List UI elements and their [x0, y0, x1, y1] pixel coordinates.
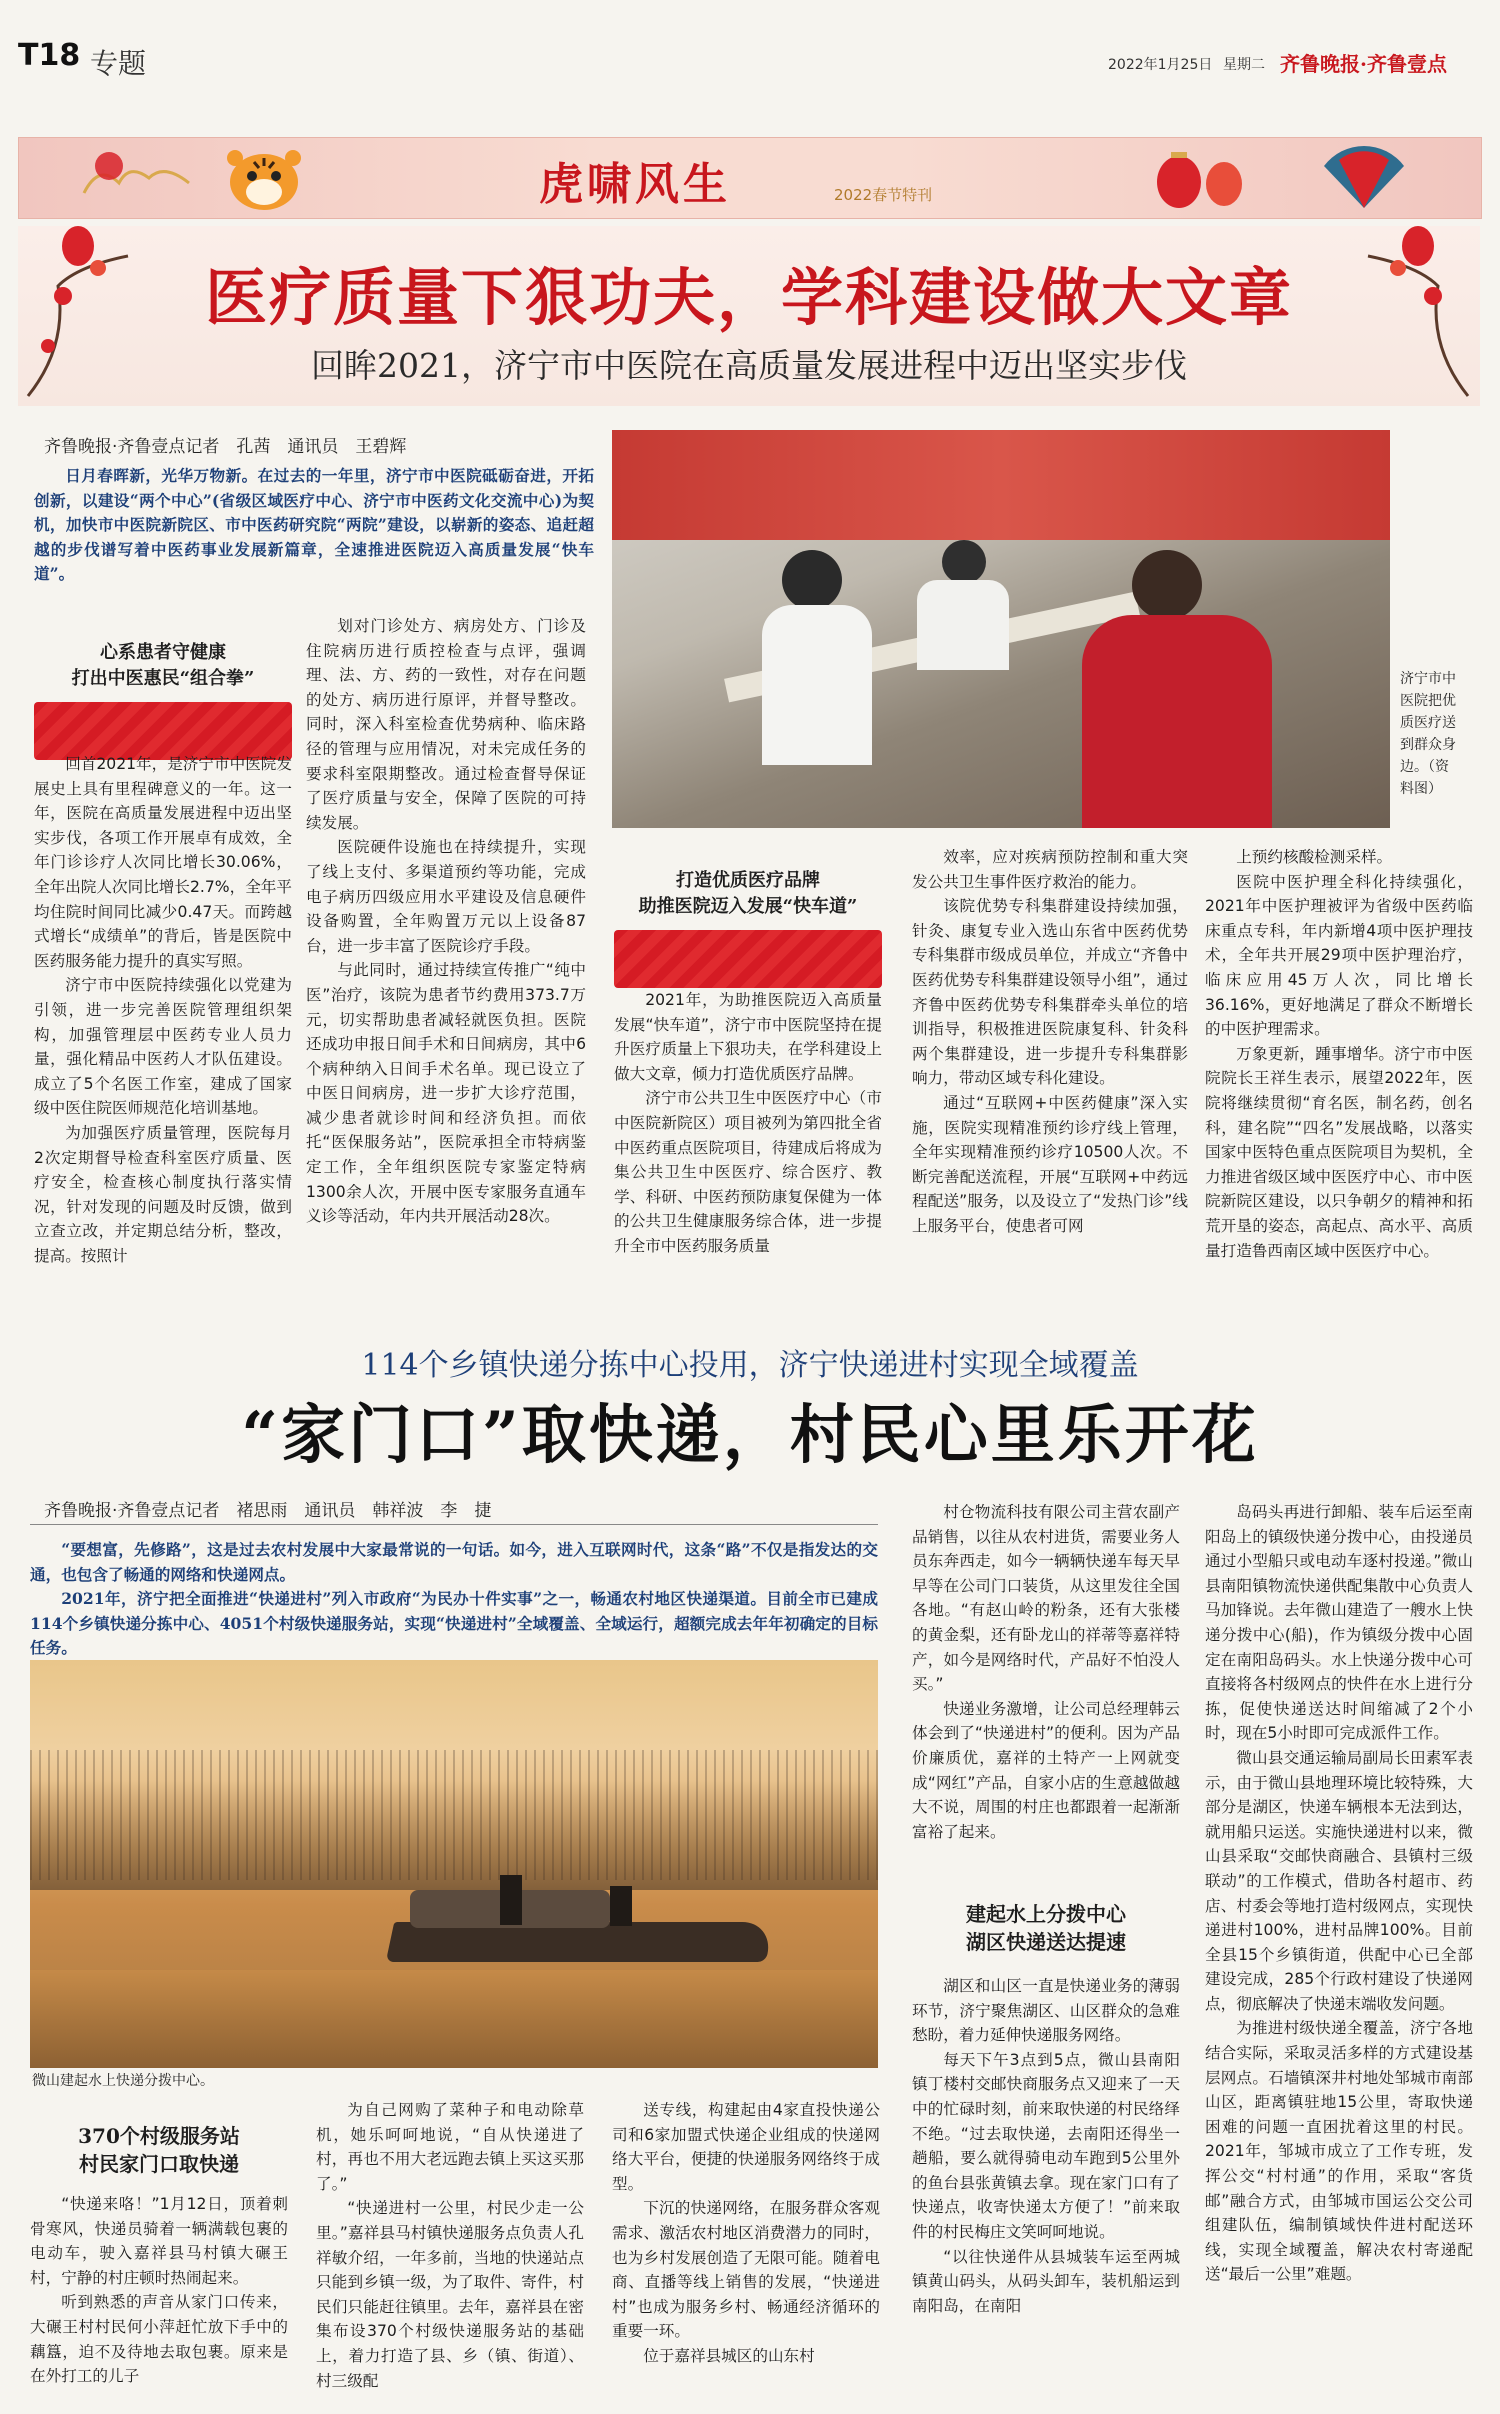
article2-photo-caption: 微山建起水上快递分拨中心。 [32, 2073, 214, 2089]
article2-photo [30, 1660, 878, 2068]
paragraph: “要想富，先修路”，这是过去农村发展中大家最常说的一句话。如今，进入互联网时代，这条“路”不仅是指发达的交通，也包含了畅通的网络和快递网点。 [30, 1540, 878, 1584]
paragraph: 回首2021年，是济宁市中医院发展史上具有里程碑意义的一年。这一年，医院在高质量发展进程中迈出坚实步伐，各项工作开展卓有成效，全年门诊诊疗人次同比增长30.06%，全年出院人次同比增长2.7%，全年平均住院时间同比减少0.47天。而跨越式增长“成绩单”的背后，皆是医院中医药服务能力提升的真实写照。 [34, 755, 292, 970]
paragraph: 医院硬件设施也在持续提升，实现了线上支付、多渠道预约等功能，完成电子病历四级应用水平建设及信息硬件设备购置，全年购置万元以上设备87台，进一步丰富了医院诊疗手段。 [306, 838, 586, 955]
paragraph: 通过“互联网+中医药健康”深入实施，医院实现精准预约诊疗线上管理，全年实现精准预约诊疗10500人次。不断完善配送流程，开展“互联网+中药远程配送”服务，以及设立了“发热门诊”线上服务平台，使患者可网 [912, 1093, 1188, 1235]
a2-col5 [1205, 1500, 1473, 2402]
a1-sec1-title-a: 心系患者守健康 [100, 642, 226, 663]
section-label: 专题 [90, 47, 147, 80]
paragraph: 济宁市中医院持续强化以党建为引领，进一步完善医院管理组织架构，加强管理层中医药专业人员力量，强化精品中医药人才队伍建设。成立了5个名医工作室，建成了国家级中医住院医师规范化培训基地。 [34, 976, 292, 1118]
lantern-icon [1149, 142, 1249, 214]
paragraph: 效率，应对疾病预防控制和重大突发公共卫生事件医疗救治的能力。 [912, 848, 1188, 891]
a1-sec1-title-b: 打出中医惠民“组合拳” [71, 668, 255, 689]
paragraph: 下沉的快递网络，在服务群众客观需求、激活农村地区消费潜力的同时，也为乡村发展创造了无限可能。随着电商、直播等线上销售的发展，“快递进村”也成为服务乡村、畅通经济循环的重要一环。 [612, 2199, 880, 2341]
paragraph: 2021年，济宁把全面推进“快递进村”列入市政府“为民办十件实事”之一，畅通农村地区快递渠道。目前全市已建成114个乡镇快递分拣中心、4051个村级快递服务站，实现“快递进村”全域覆盖、全域运行，超额完成去年年初确定的目标任务。 [30, 1589, 878, 1658]
article1-headline-box [18, 226, 1480, 406]
a2-col4 [912, 1500, 1180, 1885]
paragraph: 为推进村级快递全覆盖，济宁各地结合实际，采取灵活多样的方式建设基层网点。石墙镇深井村地处邹城市南部山区，距离镇驻地15公里，寄取快递困难的问题一直困扰着这里的村民。2021年，邹城市成立了工作专班，发挥公交“村村通”的作用，采取“客货邮”融合方式，由邹城市国运公交公司组建队伍，编制镇域快件进村配送环线，实现全域覆盖，解决农村寄递配送“最后一公里”难题。 [1205, 2019, 1473, 2284]
a2-sec1-heading [30, 2122, 288, 2178]
a1-sec2-heading [614, 868, 882, 988]
cloud-ornament-icon [79, 148, 199, 208]
paragraph: 为加强医疗质量管理，医院每月2次定期督导检查科室医疗质量、医疗安全，检查核心制度执行落实情况，针对发现的问题及时反馈，做到立查立改，并定期总结分析，整改，提高。按照计 [34, 1123, 292, 1265]
a1-sec2-title-b: 助推医院迈入发展“快车道” [638, 896, 858, 917]
a2-col2 [316, 2098, 584, 2402]
paragraph: “以往快递件从县城装车运至两城镇黄山码头，从码头卸车，装机船运到南阳岛，在南阳 [912, 2247, 1180, 2315]
paragraph: “快递来咯！”1月12日，顶着刺骨寒风，快递员骑着一辆满载包裹的电动车，驶入嘉祥县马村镇大碾王村，宁静的村庄顿时热闹起来。 [30, 2195, 288, 2287]
paragraph: 送专线，构建起由4家直投快递公司和6家加盟式快递企业组成的快递网络大平台，便捷的快递服务网络终于成型。 [612, 2101, 880, 2193]
paragraph: 湖区和山区一直是快递业务的薄弱环节，济宁聚焦湖区、山区群众的急难愁盼，着力延伸快递服务网络。 [912, 1977, 1180, 2045]
a1-sec2-banner [614, 930, 882, 988]
paragraph: 听到熟悉的声音从家门口传来，大碾王村村民何小萍赶忙放下手中的藕簋，迫不及待地去取包裹。原来是在外打工的儿子 [30, 2293, 288, 2386]
paragraph: 每天下午3点到5点，微山县南阳镇丁楼村交邮快商服务点又迎来了一天中的忙碌时刻，前来取快递的村民络绎不绝。“过去取快递，去南阳还得坐一趟船，要么就得骑电动车跑到5公里外的鱼台县张黄镇去拿。现在家门口有了快递点，收寄快递太方便了！”前来取件的村民梅庄文笑呵呵地说。 [912, 2050, 1180, 2241]
paragraph: 为自己网购了菜种子和电动除草机，她乐呵呵地说，“自从快递进了村，再也不用大老远跑去镇上买这买那了。” [316, 2101, 584, 2193]
article1-subtitle: 回眸2021，济宁市中医院在高质量发展进程中迈出坚实步伐 [311, 346, 1187, 385]
a1-sec1-heading [34, 640, 292, 760]
paragraph: 济宁市公共卫生中医医疗中心（市中医院新院区）项目被列为第四批全省中医药重点医院项目，待建成后将成为集公共卫生中医医疗、综合医疗、教学、科研、中医药预防康复保健为一体的公共卫生健康服务综合体，进一步提升全市中医药服务质量 [614, 1089, 882, 1255]
paragraph: “快递进村一公里，村民少走一公里。”嘉祥县马村镇快递服务点负责人孔祥敏介绍，一年多前，当地的快递站点只能到乡镇一级，为了取件、寄件，村民们只能赶往镇里。去年，嘉祥县在密集布设370个村级快递服务站的基础上，着力打造了县、乡（镇、街道）、村三级配 [316, 2199, 584, 2390]
a1-col2 [306, 614, 586, 1297]
article1-photo-caption: 济宁市中医院把优质医疗送到群众身边。（资料图） [1400, 671, 1456, 797]
a2-sec2-title-a: 建起水上分拨中心 [966, 1902, 1126, 1926]
article2-kicker: 114个乡镇快递分拣中心投用，济宁快递进村实现全域覆盖 [361, 1348, 1139, 1383]
paragraph: 村仓物流科技有限公司主营农副产品销售，以往从农村进货，需要业务人员东奔西走，如今一辆辆快递车每天早早等在公司门口装货，从这里发往全国各地。“有赵山岭的粉条，还有大张楼的黄金梨，还有卧龙山的祥蒂等嘉祥特产，如今是网络时代，产品好不怕没人买。” [912, 1503, 1180, 1694]
a2-col3 [612, 2098, 880, 2402]
article2-byline-rule [30, 1524, 878, 1525]
page-header [18, 38, 1483, 80]
a1-sec2-title-a: 打造优质医疗品牌 [676, 870, 820, 891]
a1-col5 [1205, 845, 1473, 1297]
festival-banner [18, 137, 1482, 219]
paragraph: 2021年，为助推医院迈入高质量发展“快车道”，济宁市中医院坚持在提升医疗质量上下狠功夫，在学科建设上做大文章，倾力打造优质医疗品牌。 [614, 991, 882, 1083]
page-number: T18 [18, 38, 81, 73]
fan-icon [1319, 146, 1409, 212]
paragraph: 上预约核酸检测采样。 [1236, 848, 1393, 866]
a2-sec1-title-b: 村民家门口取快递 [79, 2152, 239, 2176]
a2-sec2-title-b: 湖区快递送达提速 [966, 1930, 1126, 1954]
a1-col4 [912, 845, 1188, 1297]
tiger-illustration [219, 142, 309, 214]
newspaper-brand: 齐鲁晚报·齐鲁壹点 [1280, 52, 1447, 76]
article2-lead [30, 1538, 878, 1678]
special-title: 虎啸风生 [539, 159, 731, 210]
article1-lead [34, 464, 594, 592]
a2-sec1-title-a: 370个村级服务站 [78, 2124, 240, 2148]
article1-title: 医疗质量下狠功夫，学科建设做大文章 [204, 261, 1293, 334]
paragraph: 医院中医护理全科化持续强化，2021年中医护理被评为省级中医药临床重点专科，年内新增4项中医护理技术，全年共开展29项中医护理治疗，临床应用45万人次，同比增长36.16%，更好地满足了群众不断增长的中医护理需求。 [1205, 872, 1473, 1039]
paragraph: 岛码头再进行卸船、装车后运至南阳岛上的镇级快递分拨中心，由投递员通过小型船只或电动车逐村投递。”微山县南阳镇物流快递供配集散中心负责人马加锋说。去年微山建造了一艘水上快递分拨中心(船)，作为镇级分拨中心固定在南阳岛码头。水上快递分拨中心可直接将各村级网点的快件在水上进行分拣，促使快递送达时间缩减了2个小时，现在5小时即可完成派件工作。 [1205, 1503, 1473, 1743]
a2-col1 [30, 2192, 288, 2402]
article2-title: “家门口”取快递，村民心里乐开花 [241, 1398, 1259, 1473]
paragraph: 该院优势专科集群建设持续加强，针灸、康复专业入选山东省中医药优势专科集群市级成员单位，并成立“齐鲁中医药优势专科集群建设领导小组”，通过齐鲁中医药优势专科集群牵头单位的培训指导，积极推进医院康复科、针灸科两个集群建设，进一步提升专科集群影响力，带动区域专科化建设。 [912, 897, 1188, 1088]
issue-weekday: 星期二 [1223, 57, 1265, 73]
a1-col1 [34, 752, 292, 1297]
a2-col4b [912, 1974, 1180, 2402]
paragraph: 划对门诊处方、病房处方、门诊及住院病历进行质控检查与点评，强调理、法、方、药的一致性，对存在问题的处方、病历进行原评，并督导整改。同时，深入科室检查优势病种、临床路径的管理与应用情况，对未完成任务的要求科室限期整改。通过检查督导保证了医疗质量与安全，保障了医院的可持续发展。 [306, 617, 586, 832]
a1-col3 [614, 988, 882, 1297]
paragraph: 万象更新，踵事增华。济宁市中医院院长王祥生表示，展望2022年，医院将继续贯彻“育名医，制名药，创名科，建名院”“四名”发展战略，以落实国家中医特色重点医院项目为契机，全力推进省级区域中医医疗中心、市中医院新院区建设，以只争朝夕的精神和拓荒开垦的姿态，高起点、高水平、高质量打造鲁西南区域中医医疗中心。 [1205, 1044, 1473, 1260]
paragraph: 与此同时，通过持续宣传推广“纯中医”治疗，该院为患者节约费用373.7万元，切实帮助患者减轻就医负担。医院还成功申报日间手术和日间病房，其中6个病种纳入日间手术名单。现已设立了中医日间病房，进一步扩大诊疗范围，减少患者就诊时间和经济负担。而依托“医保服务站”，医院承担全市特病鉴定工作，全年组织医院专家鉴定特病1300余人次，开展中医专家服务直通车义诊等活动，年内共开展活动28次。 [306, 961, 586, 1226]
a2-sec2-heading [912, 1900, 1180, 1956]
issue-date: 2022年1月25日 [1108, 57, 1213, 73]
paragraph: 快递业务激增，让公司总经理韩云体会到了“快递进村”的便利。因为产品价廉质优，嘉祥的土特产一上网就变成“网红”产品，自家小店的生意越做越大不说，周围的村庄也都跟着一起渐渐富裕了起来。 [912, 1699, 1180, 1841]
article2-byline: 齐鲁晚报·齐鲁壹点记者 褚思雨 通讯员 韩祥波 李 捷 [44, 1501, 492, 1521]
article1-photo [612, 430, 1390, 828]
article1-byline: 齐鲁晚报·齐鲁壹点记者 孔茜 通讯员 王碧辉 [44, 437, 407, 457]
special-subtitle: 2022春节特刊 [834, 186, 933, 204]
paragraph: 位于嘉祥县城区的山东村 [643, 2346, 815, 2365]
paragraph: 微山县交通运输局副局长田素军表示，由于微山县地理环境比较特殊，大部分是湖区，快递车辆根本无法到达，就用船只运送。实施快递进村以来，微山县采取“交邮快商融合、县镇村三级联动”的工作模式，借助各村超市、药店、村委会等地打造村级网点，实现快递进村100%，进村品牌100%。目前全县15个乡镇街道，供配中心已全部建设完成，285个行政村建设了快递网点，彻底解决了快递末端收发问题。 [1205, 1748, 1473, 2013]
article1-lead-text: 日月春晖新，光华万物新。在过去的一年里，济宁市中医院砥砺奋进，开拓创新，以建设“两个中心”(省级区域医疗中心、济宁市中医药文化交流中心)为契机，加快市中医院新院区、市中医药研究院“两院”建设，以崭新的姿态、追赶超越的步伐谱写着中医药事业发展新篇章，全速推进医院迈入高质量发展“快车道”。 [34, 466, 594, 584]
